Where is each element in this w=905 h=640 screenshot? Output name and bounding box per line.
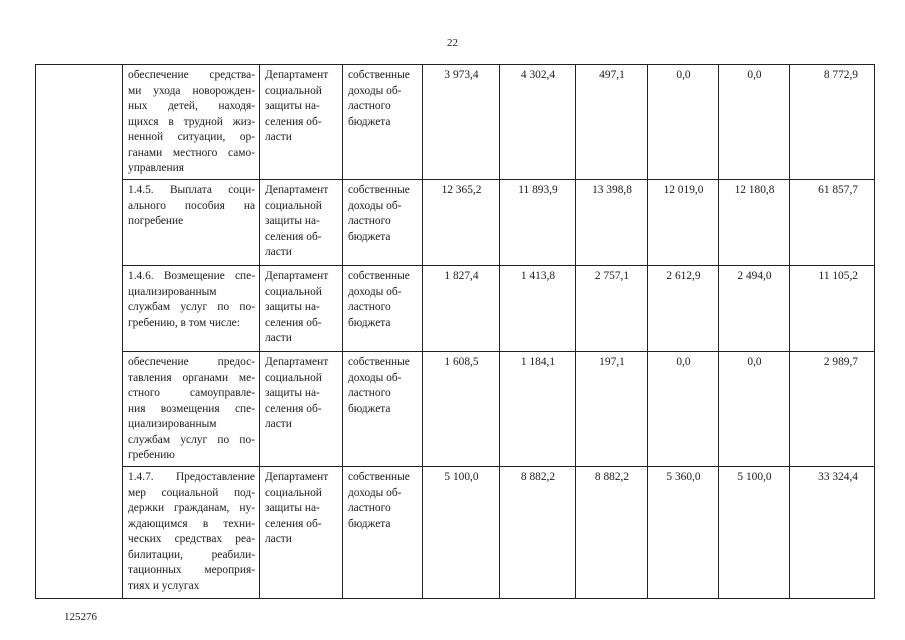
executor-cell-line: Департамент [265, 184, 329, 196]
funding-source-cell-line: собственные [348, 471, 410, 483]
executor-cell [260, 352, 343, 467]
total-value-cell: 61 857,7 [790, 180, 875, 266]
year-value-cell: 2 494,0 [719, 266, 790, 352]
funding-source-cell-line: бюджета [348, 230, 391, 243]
description-cell [123, 180, 260, 266]
description-cell-line: службам услуг по по- [128, 433, 255, 446]
description-cell-line: обеспечение средства- [128, 69, 255, 81]
funding-source-cell-line: ластного [348, 215, 391, 227]
year-value-cell: 11 893,9 [500, 180, 576, 266]
description-cell-line: гребению, в том числе: [128, 316, 240, 329]
description-cell-line: ческих средствах реа- [128, 533, 255, 545]
description-cell [123, 467, 260, 599]
description-cell-line: 1.4.5. Выплата соци- [128, 184, 255, 196]
description-cell-line: обеспечение предос- [128, 356, 255, 368]
funding-source-cell-line: бюджета [348, 115, 391, 128]
description-cell-line: управления [128, 162, 184, 174]
description-cell-line: циализированным [128, 418, 217, 430]
description-cell-line: 1.4.7. Предоставление [128, 471, 255, 483]
description-cell-line: стного самоуправле- [128, 387, 255, 399]
description-cell [123, 352, 260, 467]
description-cell-line: мер социальной под- [128, 486, 255, 499]
executor-cell [260, 180, 343, 266]
executor-cell-line: Департамент [265, 69, 329, 81]
table-row [36, 352, 875, 467]
description-cell-line: циализированным [128, 285, 217, 298]
funding-source-cell [343, 65, 423, 180]
year-value-cell: 497,1 [576, 65, 648, 180]
year-value-cell: 1 827,4 [423, 266, 500, 352]
year-value-cell: 3 973,4 [423, 65, 500, 180]
table-row [36, 467, 875, 599]
description-cell [123, 266, 260, 352]
funding-source-cell-line: бюджета [348, 517, 391, 530]
page-number: 22 [447, 37, 458, 49]
executor-cell-line: ласти [265, 533, 292, 545]
description-cell-line: погребение [128, 215, 184, 227]
executor-cell-line: селения об- [265, 316, 322, 329]
description-cell-line: тавления органами ме- [128, 371, 255, 384]
funding-source-cell-line: доходы об- [348, 84, 402, 97]
funding-source-cell-line: собственные [348, 184, 410, 196]
executor-cell-line: защиты на- [265, 100, 320, 112]
year-value-cell: 2 757,1 [576, 266, 648, 352]
executor-cell-line: социальной [265, 371, 322, 384]
funding-source-cell-line: собственные [348, 270, 410, 282]
funding-source-cell-line: доходы об- [348, 486, 402, 499]
budget-table [35, 64, 875, 599]
total-value-cell: 2 989,7 [790, 352, 875, 467]
description-cell-line: ми ухода новорожден- [128, 84, 255, 97]
description-cell [123, 65, 260, 180]
executor-cell [260, 65, 343, 180]
funding-source-cell-line: ластного [348, 387, 391, 399]
funding-source-cell-line: ластного [348, 301, 391, 313]
funding-source-cell-line: собственные [348, 69, 410, 81]
executor-cell-line: селения об- [265, 517, 322, 530]
description-cell-line: ганами местного само- [128, 146, 255, 159]
funding-source-cell-line: бюджета [348, 402, 391, 415]
description-cell-line: билитации, реабили- [128, 548, 255, 561]
year-value-cell: 0,0 [719, 352, 790, 467]
year-value-cell: 0,0 [648, 352, 719, 467]
description-cell-line: ального пособия на [128, 199, 255, 212]
year-value-cell: 12 365,2 [423, 180, 500, 266]
funding-source-cell-line: доходы об- [348, 371, 402, 384]
funding-source-cell-line: доходы об- [348, 199, 402, 212]
executor-cell-line: защиты на- [265, 387, 320, 399]
description-cell-line: ждающимся в техни- [128, 517, 255, 530]
table-row [36, 180, 875, 266]
year-value-cell: 0,0 [719, 65, 790, 180]
funding-source-cell [343, 180, 423, 266]
year-value-cell: 5 100,0 [423, 467, 500, 599]
description-cell-line: службам услуг по по- [128, 301, 255, 313]
blank-left-column [36, 65, 123, 599]
year-value-cell: 1 413,8 [500, 266, 576, 352]
description-cell-line: держки гражданам, ну- [128, 502, 255, 514]
year-value-cell: 8 882,2 [576, 467, 648, 599]
executor-cell-line: защиты на- [265, 502, 320, 514]
table-row [36, 266, 875, 352]
funding-source-cell [343, 266, 423, 352]
description-cell-line: ния возмещения спе- [128, 402, 255, 415]
description-cell-line: ных детей, находя- [128, 100, 255, 112]
executor-cell-line: социальной [265, 199, 322, 212]
funding-source-cell-line: собственные [348, 356, 410, 368]
funding-source-cell [343, 467, 423, 599]
description-cell-line: ненной ситуации, ор- [128, 131, 255, 143]
funding-source-cell-line: доходы об- [348, 285, 402, 298]
year-value-cell: 8 882,2 [500, 467, 576, 599]
year-value-cell: 5 360,0 [648, 467, 719, 599]
year-value-cell: 5 100,0 [719, 467, 790, 599]
description-cell-line: гребению [128, 449, 175, 461]
executor-cell-line: ласти [265, 246, 292, 258]
executor-cell-line: защиты на- [265, 301, 320, 313]
total-value-cell: 11 105,2 [790, 266, 875, 352]
executor-cell-line: Департамент [265, 356, 329, 368]
executor-cell-line: селения об- [265, 115, 322, 128]
executor-cell-line: социальной [265, 486, 322, 499]
executor-cell-line: Департамент [265, 471, 329, 483]
funding-source-cell [343, 352, 423, 467]
executor-cell [260, 266, 343, 352]
description-cell-line: щихся в трудной жиз- [128, 115, 255, 128]
description-cell-line: 1.4.6. Возмещение спе- [128, 270, 255, 282]
year-value-cell: 0,0 [648, 65, 719, 180]
description-cell-line: тиях и услугах [128, 579, 200, 592]
year-value-cell: 13 398,8 [576, 180, 648, 266]
executor-cell-line: ласти [265, 332, 292, 344]
funding-source-cell-line: ластного [348, 502, 391, 514]
executor-cell-line: ласти [265, 131, 292, 143]
executor-cell-line: селения об- [265, 402, 322, 415]
executor-cell [260, 467, 343, 599]
funding-source-cell-line: ластного [348, 100, 391, 112]
funding-source-cell-line: бюджета [348, 316, 391, 329]
executor-cell-line: ласти [265, 418, 292, 430]
footer-code: 125276 [64, 611, 97, 623]
total-value-cell: 33 324,4 [790, 467, 875, 599]
description-cell-line: тационных мероприя- [128, 564, 255, 576]
table-row [36, 65, 875, 180]
year-value-cell: 12 180,8 [719, 180, 790, 266]
executor-cell-line: социальной [265, 84, 322, 97]
year-value-cell: 2 612,9 [648, 266, 719, 352]
year-value-cell: 1 184,1 [500, 352, 576, 467]
executor-cell-line: Департамент [265, 270, 329, 282]
executor-cell-line: социальной [265, 285, 322, 298]
year-value-cell: 1 608,5 [423, 352, 500, 467]
executor-cell-line: защиты на- [265, 215, 320, 227]
year-value-cell: 197,1 [576, 352, 648, 467]
table-body [36, 65, 875, 599]
year-value-cell: 4 302,4 [500, 65, 576, 180]
year-value-cell: 12 019,0 [648, 180, 719, 266]
executor-cell-line: селения об- [265, 230, 322, 243]
total-value-cell: 8 772,9 [790, 65, 875, 180]
